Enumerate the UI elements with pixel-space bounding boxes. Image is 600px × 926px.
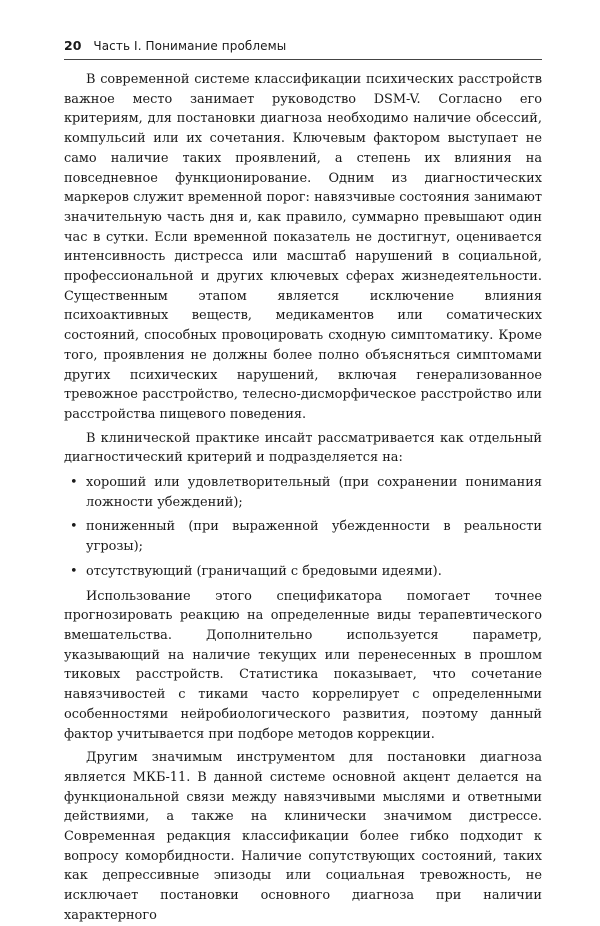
list-item <box>64 473 542 512</box>
paragraph-icd: Другим значимым инструментом для постановки диагноза является МКБ-11. В данной системе основной акцент делается на функциональной связи между навязчивыми мыслями и ответными действиями, а также на клинически значимом дистрессе. Современная редакция классификации более гибко подходит к вопросу коморбидности. Наличие сопутствующих состояний, таких как депрессивные эпизоды или социальная тревожность, не исключает постановки основного диагноза при наличии характерного <box>64 750 542 923</box>
paragraph-dsm: В современной системе классификации психических расстройств важное место занимает руководство DSM-V. Согласно его критериям, для постановки диагноза необходимо наличие обсессий, компульсий или их сочетания. Ключевым фактором выступает не само наличие таких проявлений, а степень их влияния на повседневное функционирование. Одним из диагностических маркеров служит временной порог: навязчивые состояния занимают значительную часть дня и, как правило, суммарно превышают один час в сутки. Если временной показатель не достигнут, оценивается интенсивность дистресса или масштаб нарушений в социальной, профессиональной и других ключевых сферах жизнедеятельности. Существенным этапом является исключение влияния психоактивных веществ, медикаментов или соматических состояний, способных провоцировать сходную симптоматику. Кроме того, проявления не должны более полно объясняться симптомами других психических нарушений, включая генерализованное тревожное расстройство, телесно-дисморфическое расстройство или расстройства пищевого поведения. <box>64 72 542 422</box>
bullet-icon: • <box>70 475 78 491</box>
page-number: 20 <box>64 38 82 53</box>
running-header <box>64 38 542 60</box>
bullet-icon: • <box>70 563 78 579</box>
list-item-text: хороший или удовлетворительный (при сохранении понимания ложности убеждений); <box>86 475 542 510</box>
paragraph-specifier: Использование этого спецификатора помогает точнее прогнозировать реакцию на определенные виды терапевтического вмешательства. Дополнительно используется параметр, указывающий на наличие текущих или перенесенных в прошлом тиковых расстройств. Статистика показывает, что сочетание навязчивостей с тиками часто коррелирует с определенными особенностями нейробиологического развития, поэтому данный фактор учитывается при подборе методов коррекции. <box>64 588 542 742</box>
list-item <box>64 562 542 582</box>
body-text <box>64 70 542 926</box>
insight-list <box>64 473 542 582</box>
list-item-text: пониженный (при выраженной убежденности в реальности угрозы); <box>86 519 542 555</box>
list-item <box>64 517 542 556</box>
paragraph-insight-intro: В клинической практике инсайт рассматривается как отдельный диагностический критерий и подразделяется на: <box>64 430 542 466</box>
bullet-icon: • <box>70 519 78 535</box>
list-item-text: отсутствующий (граничащий с бредовыми идеями). <box>86 563 442 579</box>
running-title: Часть I. Понимание проблемы <box>93 39 287 53</box>
header-rule <box>64 59 542 60</box>
